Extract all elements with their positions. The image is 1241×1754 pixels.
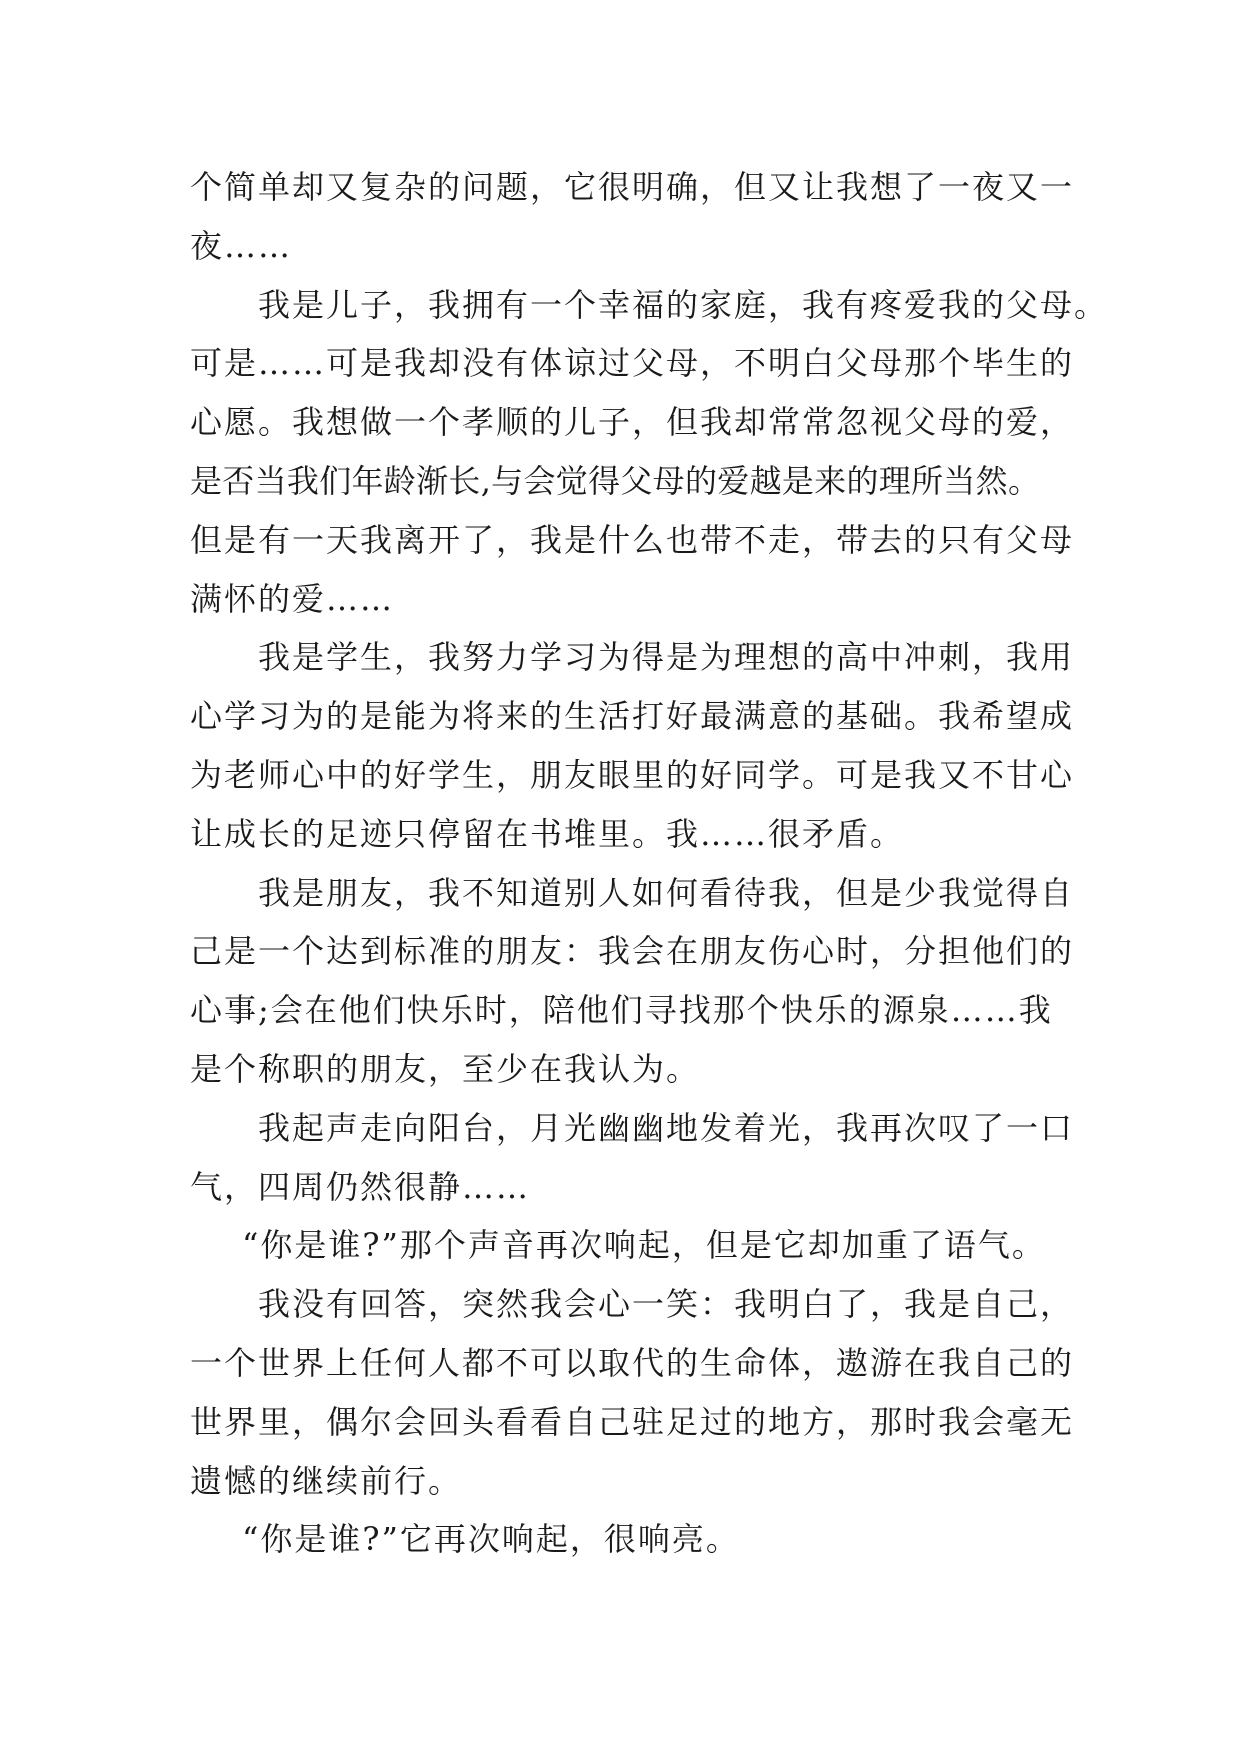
paragraph-1: [190, 158, 1075, 276]
text-line: 但是有一天我离开了，我是什么也带不走，带去的只有父母: [190, 520, 1075, 559]
text-line: 我是儿子，我拥有一个幸福的家庭，我有疼爱我的父母。: [258, 285, 1109, 324]
text-line: 气，四周仍然很静……: [190, 1167, 531, 1206]
text-line: 我没有回答，突然我会心一笑：我明白了，我是自己，: [258, 1285, 1075, 1324]
text-line: 心事;会在他们快乐时，陪他们寻找那个快乐的源泉……我: [190, 991, 1053, 1030]
text-line: “你是谁?”那个声音再次响起，但是它却加重了语气。: [242, 1226, 1046, 1265]
paragraph-2: [190, 276, 1109, 629]
text-line: 己是一个达到标准的朋友：我会在朋友伤心时，分担他们的: [190, 932, 1075, 971]
paragraph-7: [190, 1275, 1075, 1510]
text-line: 遗憾的继续前行。: [190, 1461, 463, 1500]
text-line: 让成长的足迹只停留在书堆里。我……很矛盾。: [190, 814, 905, 853]
text-line: 个简单却又复杂的问题，它很明确，但又让我想了一夜又一: [190, 168, 1075, 206]
paragraph-8: [190, 1510, 1052, 1569]
text-line: 为老师心中的好学生，朋友眼里的好同学。可是我又不甘心: [190, 755, 1075, 794]
paragraph-5: [190, 1099, 1075, 1217]
text-line: 夜……: [190, 226, 293, 265]
text-line: 满怀的爱……: [190, 579, 395, 618]
text-line: 是否当我们年龄渐长,与会觉得父母的爱越是来的理所当然。: [190, 461, 1041, 500]
body-text: [190, 158, 1109, 1569]
text-line: 我是朋友，我不知道别人如何看待我，但是少我觉得自: [258, 873, 1075, 912]
text-line: 心学习为的是能为将来的生活打好最满意的基础。我希望成: [190, 697, 1075, 736]
text-line: 我是学生，我努力学习为得是为理想的高中冲刺，我用: [258, 638, 1075, 677]
paragraph-4: [190, 864, 1075, 1099]
text-line: 可是……可是我却没有体谅过父母，不明白父母那个毕生的: [190, 344, 1075, 383]
text-line: 一个世界上任何人都不可以取代的生命体，遨游在我自己的: [190, 1343, 1075, 1382]
text-line: 是个称职的朋友，至少在我认为。: [190, 1049, 701, 1088]
paragraph-3: [190, 628, 1075, 863]
text-line: 我起声走向阳台，月光幽幽地发着光，我再次叹了一口: [258, 1108, 1075, 1147]
paragraph-6: [190, 1216, 1052, 1275]
text-line: “你是谁?”它再次响起，很响亮。: [242, 1520, 740, 1559]
text-line: 世界里，偶尔会回头看看自己驻足过的地方，那时我会毫无: [190, 1402, 1075, 1441]
text-line: 心愿。我想做一个孝顺的儿子，但我却常常忽视父母的爱，: [190, 403, 1075, 442]
